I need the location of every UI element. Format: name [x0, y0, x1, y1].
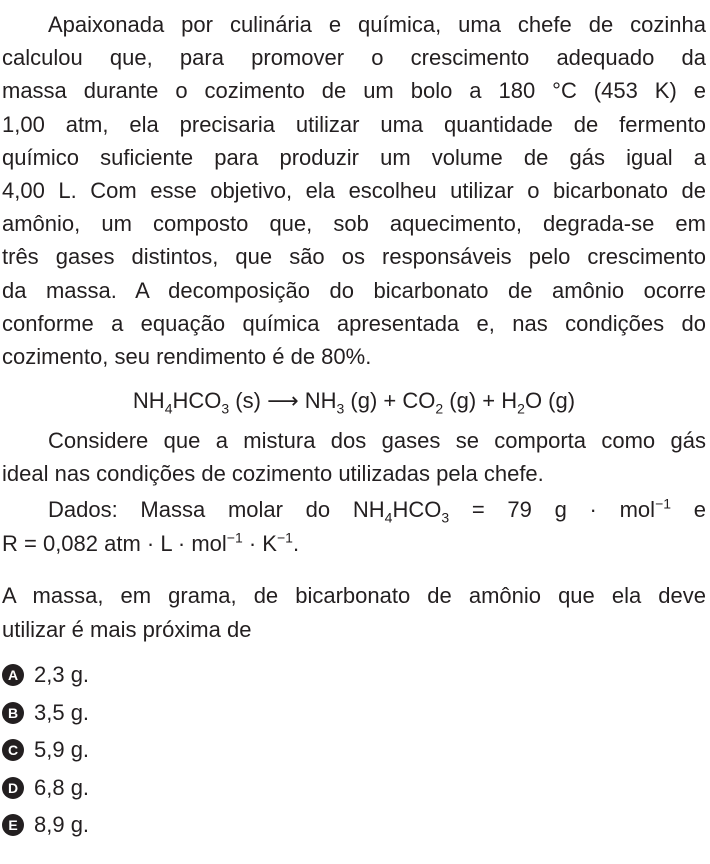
option-letter-badge: D [2, 777, 24, 799]
given-superscript: −1 [226, 529, 243, 546]
question-prompt [2, 579, 706, 647]
eq-subscript: 3 [336, 400, 345, 417]
eq-subscript: 2 [435, 400, 444, 417]
given-subscript: 4 [384, 509, 393, 526]
given-superscript: −1 [276, 529, 293, 546]
reaction-arrow-icon: ⟶ [267, 388, 299, 414]
given-superscript: −1 [655, 495, 672, 512]
option-text: 8,9 g. [34, 812, 90, 838]
given-text: e [671, 496, 706, 522]
eq-text: (g) + CO [344, 388, 436, 414]
eq-text: NH [298, 388, 337, 414]
statement-line: químico suficiente para produzir um volume de gás igual a [2, 144, 706, 170]
option-c[interactable] [2, 732, 706, 770]
statement-line: 1,00 atm, ela precisaria utilizar uma quantidade de fermento [2, 111, 706, 137]
statement-line: Apaixonada por culinária e química, uma chefe de cozinha [48, 12, 706, 37]
statement-line: calculou que, para promover o crescimento adequado da [2, 45, 706, 71]
eq-subscript: 3 [221, 400, 230, 417]
option-text: 2,3 g. [34, 662, 90, 688]
eq-subscript: 4 [164, 400, 173, 417]
eq-subscript: 2 [517, 400, 525, 417]
option-a[interactable] [2, 657, 706, 695]
option-d[interactable] [2, 769, 706, 807]
eq-text: O (g) [524, 388, 576, 414]
statement-line: massa durante o cozimento de um bolo a 180 °C (453 K) e [2, 78, 706, 104]
assumption-line: Considere que a mistura dos gases se comporta como gás [48, 428, 706, 454]
eq-text: (s) [229, 388, 268, 414]
statement-line: 4,00 L. Com esse objetivo, ela escolheu utilizar o bicarbonato de [2, 178, 706, 204]
given-data-line [2, 527, 706, 561]
given-text: R = 0,082 atm · L · mol [2, 530, 227, 556]
statement-line: três gases distintos, que são os responsáveis pelo crescimento [2, 244, 706, 270]
eq-text: NH [132, 388, 165, 414]
option-e[interactable] [2, 807, 706, 845]
eq-text: (g) + H [443, 388, 518, 414]
statement-line: amônio, um composto que, sob aquecimento, degrada-se em [2, 211, 706, 237]
option-letter-badge: C [2, 739, 24, 761]
problem-statement [2, 0, 706, 373]
question-line: A massa, em grama, de bicarbonato de amônio que ela deve [2, 582, 706, 608]
given-text: Dados: Massa molar do NH [48, 496, 385, 522]
answer-options [2, 657, 706, 845]
statement-line: cozimento, seu rendimento é de 80%. [2, 344, 372, 370]
chemical-equation [2, 384, 706, 418]
given-data-line [2, 493, 706, 527]
given-text: HCO [392, 496, 442, 522]
option-b[interactable] [2, 694, 706, 732]
option-text: 5,9 g. [34, 737, 90, 763]
eq-text: HCO [172, 388, 222, 414]
statement-line: da massa. A decomposição do bicarbonato de amônio ocorre [2, 277, 706, 303]
assumption-line: ideal nas condições de cozimento utilizadas pela chefe. [2, 461, 544, 487]
assumption-paragraph [2, 424, 706, 490]
option-text: 3,5 g. [34, 699, 90, 725]
given-text: = 79 g · mol [449, 496, 656, 522]
option-text: 6,8 g. [34, 774, 90, 800]
question-line: utilizar é mais próxima de [2, 616, 252, 642]
option-letter-badge: A [2, 664, 24, 686]
given-text: · K [242, 530, 277, 556]
option-letter-badge: E [2, 814, 24, 836]
given-subscript: 3 [441, 509, 450, 526]
statement-line: conforme a equação química apresentada e, nas condições do [2, 310, 706, 336]
given-text: . [292, 530, 300, 556]
option-letter-badge: B [2, 702, 24, 724]
given-data [2, 493, 706, 561]
